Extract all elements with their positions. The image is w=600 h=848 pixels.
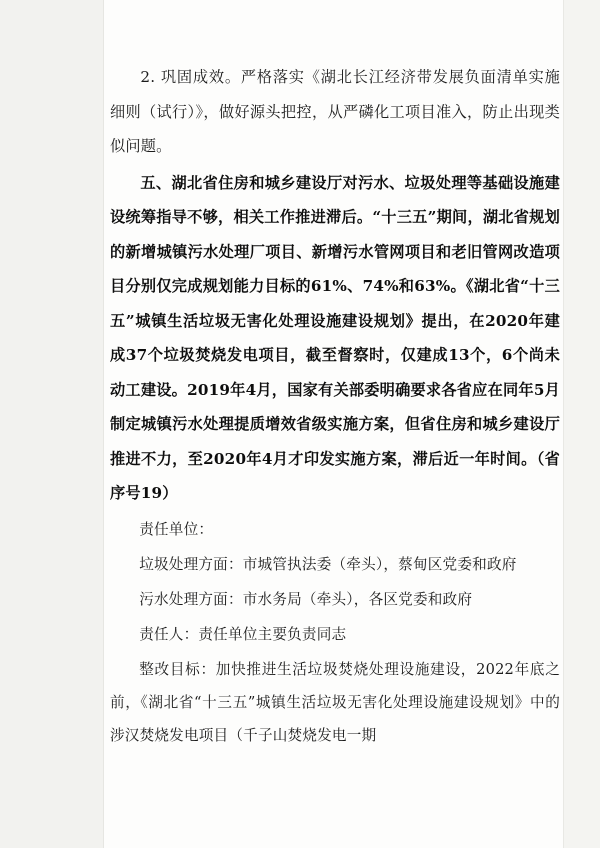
paragraph-consolidate-results: 2. 巩固成效。严格落实《湖北长江经济带发展负面清单实施细则（试行）》，做好源头把控，从严磷化工项目准入，防止出现类似问题。 — [110, 68, 560, 155]
document-body — [110, 60, 560, 754]
paragraph-sewage-treatment: 污水处理方面：市水务局（牵头），各区党委和政府 — [139, 590, 473, 608]
page-right-margin-shade — [563, 0, 600, 848]
paragraph-responsible-unit-label: 责任单位： — [139, 520, 214, 538]
paragraph-rectification-goal: 整改目标：加快推进生活垃圾焚烧处理设施建设，2022年底之前，《湖北省“十三五”城镇生活垃圾无害化处理设施建设规划》中的涉汉焚烧发电项目（千子山焚烧发电一期 — [110, 660, 560, 744]
paragraph-item-five: 五、湖北省住房和城乡建设厅对污水、垃圾处理等基础设施建设统筹指导不够，相关工作推进滞后。“十三五”期间，湖北省规划的新增城镇污水处理厂项目、新增污水管网项目和老旧管网改造项目分别仅完成规划能力目标的61%、74%和63%。《湖北省“十三五”城镇生活垃圾无害化处理设施建设规划》提出，在2020年建成37个垃圾焚烧发电项目，截至督察时，仅建成13个，6个尚未动工建设。2019年4月，国家有关部委明确要求各省应在同年5月制定城镇污水处理提质增效省级实施方案，但省住房和城乡建设厅推进不力，至2020年4月才印发实施方案，滞后近一年时间。（省序号19） — [110, 173, 560, 502]
page-left-margin-shade — [0, 0, 104, 848]
paragraph-responsible-person: 责任人：责任单位主要负责同志 — [139, 625, 347, 643]
paragraph-garbage-treatment: 垃圾处理方面：市城管执法委（牵头），蔡甸区党委和政府 — [139, 555, 517, 573]
